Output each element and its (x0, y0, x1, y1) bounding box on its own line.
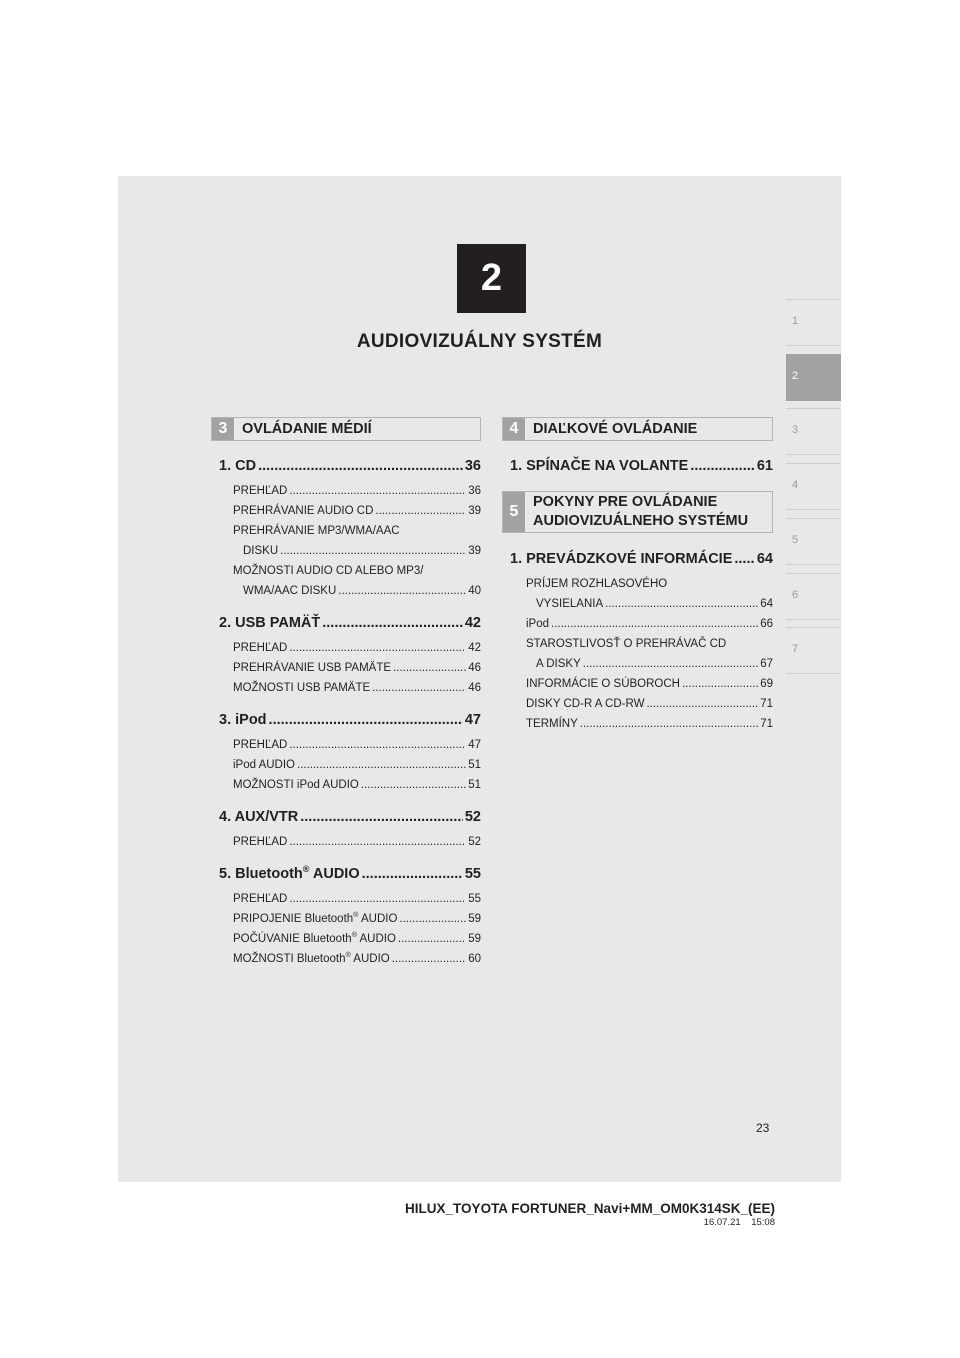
toc-leader-dots (280, 545, 466, 557)
chapter-tab-7[interactable] (786, 627, 841, 674)
toc-entry-label (233, 779, 359, 791)
toc-entry[interactable] (233, 893, 481, 905)
toc-leader-dots (289, 893, 466, 905)
toc-leader-dots (338, 585, 466, 597)
toc-entry-text-suffix: AUDIO (309, 866, 360, 882)
toc-entry-number: 4. (219, 809, 235, 825)
toc-entry[interactable] (233, 913, 481, 925)
toc-entry-text: PREHRÁVANIE MP3/WMA/AAC (233, 525, 400, 537)
toc-entry-text: PREVÁDZKOVÉ INFORMÁCIE (526, 551, 733, 567)
toc-chapter-entry[interactable] (219, 866, 481, 882)
toc-entry-label (510, 551, 732, 567)
toc-entry-label (219, 615, 320, 631)
toc-entry-page: 42 (468, 642, 481, 654)
toc-entry-page: 39 (468, 545, 481, 557)
toc-entry-label (219, 458, 256, 474)
toc-entry[interactable] (526, 718, 773, 730)
toc-entry-number: 1. (510, 458, 527, 474)
toc-entry-text: PREHĽAD (233, 739, 288, 751)
toc-entry-text: MOŽNOSTI Bluetooth (233, 953, 346, 965)
toc-entry-page: 55 (468, 893, 481, 905)
toc-entry-page: 55 (464, 866, 481, 882)
page-number: 23 (756, 1121, 770, 1135)
chapter-title: AUDIOVIZUÁLNY SYSTÉM (356, 331, 603, 352)
toc-entry[interactable] (526, 578, 773, 590)
toc-entry-page: 39 (468, 505, 481, 517)
toc-entry-text: PREHRÁVANIE USB PAMÄTE (233, 662, 392, 674)
toc-entry-label (233, 759, 295, 771)
toc-entry-label (526, 618, 549, 630)
toc-entry-label (233, 662, 391, 674)
toc-leader-dots (580, 718, 758, 730)
registered-mark: ® (353, 911, 359, 920)
toc-entry-page: 64 (756, 551, 773, 567)
footer (405, 1201, 775, 1228)
toc-entry-text: MOŽNOSTI AUDIO CD ALEBO MP3/ (233, 565, 424, 577)
toc-entry[interactable] (233, 933, 481, 945)
toc-entry-label (526, 638, 726, 650)
toc-entry[interactable] (233, 565, 481, 577)
toc-leader-dots (362, 866, 463, 882)
toc-entry-page: 59 (468, 913, 481, 925)
toc-leader-dots (690, 458, 755, 474)
toc-entry[interactable] (233, 739, 481, 751)
toc-entry[interactable] (526, 618, 773, 630)
toc-entry-page: 42 (464, 615, 481, 631)
toc-entry-text: PREHRÁVANIE AUDIO CD (233, 505, 374, 517)
toc-entry[interactable] (233, 779, 481, 791)
toc-leader-dots (322, 615, 463, 631)
toc-entry-number: 1. (219, 458, 236, 474)
toc-entry-label (233, 642, 287, 654)
toc-entry-text: PRIPOJENIE Bluetooth (233, 913, 354, 925)
chapter-number-box (457, 244, 526, 313)
toc-entry[interactable] (526, 658, 773, 670)
toc-entry-label (233, 682, 370, 694)
toc-entry-text: PREHĽAD (233, 642, 288, 654)
footer-filename: HILUX_TOYOTA FORTUNER_Navi+MM_OM0K314SK_(EE) (405, 1201, 775, 1216)
toc-entry-text: TERMÍNY (526, 718, 578, 730)
toc-entry-text: A DISKY (536, 658, 581, 670)
chapter-number: 2 (480, 257, 503, 299)
toc-entry-label (219, 809, 298, 825)
toc-entry-text: DISKU (243, 545, 279, 557)
toc-entry-text: WMA/AAC DISKU (243, 585, 337, 597)
chapter-tab-4[interactable] (786, 463, 841, 510)
chapter-tab-label: 4 (792, 479, 799, 491)
section-header-3 (211, 417, 481, 441)
toc-entry-text: POČÚVANIE Bluetooth (233, 933, 352, 945)
toc-entry-label (233, 565, 423, 577)
toc-entry[interactable] (526, 678, 773, 690)
toc-leader-dots (289, 485, 466, 497)
toc-entry-label (233, 913, 397, 925)
toc-entry-label (233, 893, 287, 905)
toc-entry-text: PREHĽAD (233, 836, 288, 848)
toc-leader-dots (734, 551, 754, 567)
section-title-line-2: AUDIOVIZUÁLNEHO SYSTÉMU (533, 513, 749, 529)
toc-entry[interactable] (233, 642, 481, 654)
toc-leader-dots (392, 953, 466, 965)
toc-entry-text-suffix: AUDIO (358, 913, 398, 925)
toc-entry-label (233, 933, 396, 945)
toc-leader-dots (289, 836, 466, 848)
toc-entry-page: 59 (468, 933, 481, 945)
section-number: 5 (503, 492, 525, 532)
toc-leader-dots (682, 678, 758, 690)
chapter-tab-label: 1 (792, 315, 799, 327)
toc-entry[interactable] (233, 525, 481, 537)
toc-entry-page: 51 (468, 779, 481, 791)
toc-entry-number: 5. (219, 866, 236, 882)
toc-entry-text: iPod (526, 618, 550, 630)
toc-entry-page: 52 (468, 836, 481, 848)
chapter-tab-label: 3 (792, 424, 799, 436)
chapter-tab-label: 6 (792, 589, 799, 601)
toc-entry-text: DISKY CD-R A CD-RW (526, 698, 645, 710)
toc-leader-dots (605, 598, 758, 610)
toc-entry-label (219, 712, 267, 728)
toc-entry-text: PRÍJEM ROZHLASOVÉHO (526, 578, 668, 590)
toc-entry[interactable] (233, 953, 481, 965)
toc-entry-text: MOŽNOSTI USB PAMÄTE (233, 682, 371, 694)
toc-entry-page: 60 (468, 953, 481, 965)
chapter-tab-5[interactable] (786, 518, 841, 565)
toc-leader-dots (646, 698, 758, 710)
toc-entry[interactable] (233, 759, 481, 771)
toc-entry[interactable] (233, 682, 481, 694)
registered-mark: ® (351, 931, 357, 940)
toc-leader-dots (300, 809, 463, 825)
toc-entry-text: USB PAMÄŤ (235, 615, 321, 631)
footer-time: 15:08 (751, 1217, 775, 1228)
toc-entry[interactable] (233, 505, 481, 517)
toc-entry-text: iPod AUDIO (233, 759, 295, 771)
toc-leader-dots (269, 712, 463, 728)
toc-leader-dots (375, 505, 466, 517)
toc-entry-text-suffix: AUDIO (350, 953, 390, 965)
toc-leader-dots (393, 662, 466, 674)
toc-entry-text: VYSIELANIA (536, 598, 604, 610)
toc-entry-text: INFORMÁCIE O SÚBOROCH (526, 678, 680, 690)
toc-entry[interactable] (526, 698, 773, 710)
section-number: 4 (503, 418, 525, 440)
section-title: OVLÁDANIE MÉDIÍ (242, 421, 372, 437)
toc-entry-page: 36 (464, 458, 481, 474)
toc-entry-text-suffix: AUDIO (356, 933, 396, 945)
toc-entry-page: 67 (760, 658, 773, 670)
toc-entry[interactable] (233, 662, 481, 674)
toc-entry-number: 2. (219, 615, 236, 631)
toc-leader-dots (289, 739, 466, 751)
toc-entry[interactable] (233, 545, 481, 557)
toc-entry-label (219, 866, 360, 882)
toc-entry-label (510, 458, 688, 474)
toc-entry-text: AUX/VTR (234, 809, 299, 825)
toc-entry-page: 36 (468, 485, 481, 497)
toc-entry-page: 51 (468, 759, 481, 771)
section-title: DIAĽKOVÉ OVLÁDANIE (533, 421, 698, 437)
toc-entry[interactable] (526, 638, 773, 650)
toc-chapter-entry[interactable] (510, 458, 773, 474)
toc-entry-label (536, 658, 581, 670)
section-header-4 (502, 417, 773, 441)
toc-entry[interactable] (526, 598, 773, 610)
toc-leader-dots (583, 658, 758, 670)
toc-leader-dots (297, 759, 466, 771)
toc-entry-page: 47 (468, 739, 481, 751)
toc-leader-dots (361, 779, 466, 791)
toc-entry-label (233, 953, 390, 965)
chapter-tab-6[interactable] (786, 573, 841, 620)
toc-entry-page: 40 (468, 585, 481, 597)
toc-entry-label (243, 585, 336, 597)
toc-entry-page: 71 (760, 698, 773, 710)
toc-leader-dots (289, 642, 466, 654)
toc-entry-page: 66 (760, 618, 773, 630)
toc-entry-label (233, 505, 373, 517)
section-header-5 (502, 491, 773, 533)
toc-entry[interactable] (233, 585, 481, 597)
toc-entry-number: 1. (510, 551, 527, 567)
toc-entry-label (233, 485, 287, 497)
toc-entry-label (536, 598, 603, 610)
toc-entry-page: 46 (468, 682, 481, 694)
toc-chapter-entry[interactable] (219, 458, 481, 474)
toc-entry[interactable] (233, 836, 481, 848)
toc-leader-dots (398, 933, 466, 945)
toc-entry-text: STAROSTLIVOSŤ O PREHRÁVAČ CD (526, 638, 727, 650)
registered-mark: ® (302, 864, 310, 875)
toc-entry-page: 71 (760, 718, 773, 730)
toc-entry-page: 69 (760, 678, 773, 690)
toc-entry-text: PREHĽAD (233, 893, 288, 905)
toc-chapter-entry[interactable] (219, 809, 481, 825)
toc-chapter-entry[interactable] (219, 712, 481, 728)
toc-entry-label (233, 836, 287, 848)
toc-chapter-entry[interactable] (510, 551, 773, 567)
toc-entry-text: MOŽNOSTI iPod AUDIO (233, 779, 359, 791)
toc-entry-label (243, 545, 278, 557)
toc-entry-label (233, 525, 400, 537)
toc-chapter-entry[interactable] (219, 615, 481, 631)
toc-entry-text: CD (235, 458, 257, 474)
toc-entry-label (526, 578, 667, 590)
toc-leader-dots (372, 682, 466, 694)
toc-entry-text: iPod (235, 712, 267, 728)
chapter-tab-3[interactable] (786, 408, 841, 455)
toc-entry-page: 52 (464, 809, 481, 825)
chapter-tab-label: 5 (792, 534, 799, 546)
footer-date: 16.07.21 (703, 1217, 741, 1228)
section-title-line-1: POKYNY PRE OVLÁDANIE (533, 494, 718, 510)
toc-entry-text: SPÍNAČE NA VOLANTE (526, 458, 689, 474)
toc-entry-page: 61 (756, 458, 773, 474)
section-title (533, 492, 768, 532)
toc-entry-text: PREHĽAD (233, 485, 288, 497)
toc-leader-dots (399, 913, 466, 925)
toc-entry-label (526, 698, 644, 710)
registered-mark: ® (345, 951, 351, 960)
footer-timestamp (405, 1217, 775, 1228)
toc-entry[interactable] (233, 485, 481, 497)
toc-entry-page: 47 (464, 712, 481, 728)
toc-entry-page: 64 (760, 598, 773, 610)
chapter-tab-1[interactable] (786, 299, 841, 346)
chapter-tab-label: 7 (792, 643, 799, 655)
chapter-tab-2[interactable] (786, 354, 841, 401)
toc-leader-dots (258, 458, 463, 474)
toc-entry-label (526, 678, 680, 690)
toc-entry-label (526, 718, 578, 730)
chapter-tab-label: 2 (792, 370, 799, 382)
toc-entry-page: 46 (468, 662, 481, 674)
section-number: 3 (212, 418, 234, 440)
toc-entry-label (233, 739, 287, 751)
toc-entry-text: Bluetooth (235, 866, 303, 882)
toc-leader-dots (551, 618, 758, 630)
toc-entry-number: 3. (219, 712, 236, 728)
